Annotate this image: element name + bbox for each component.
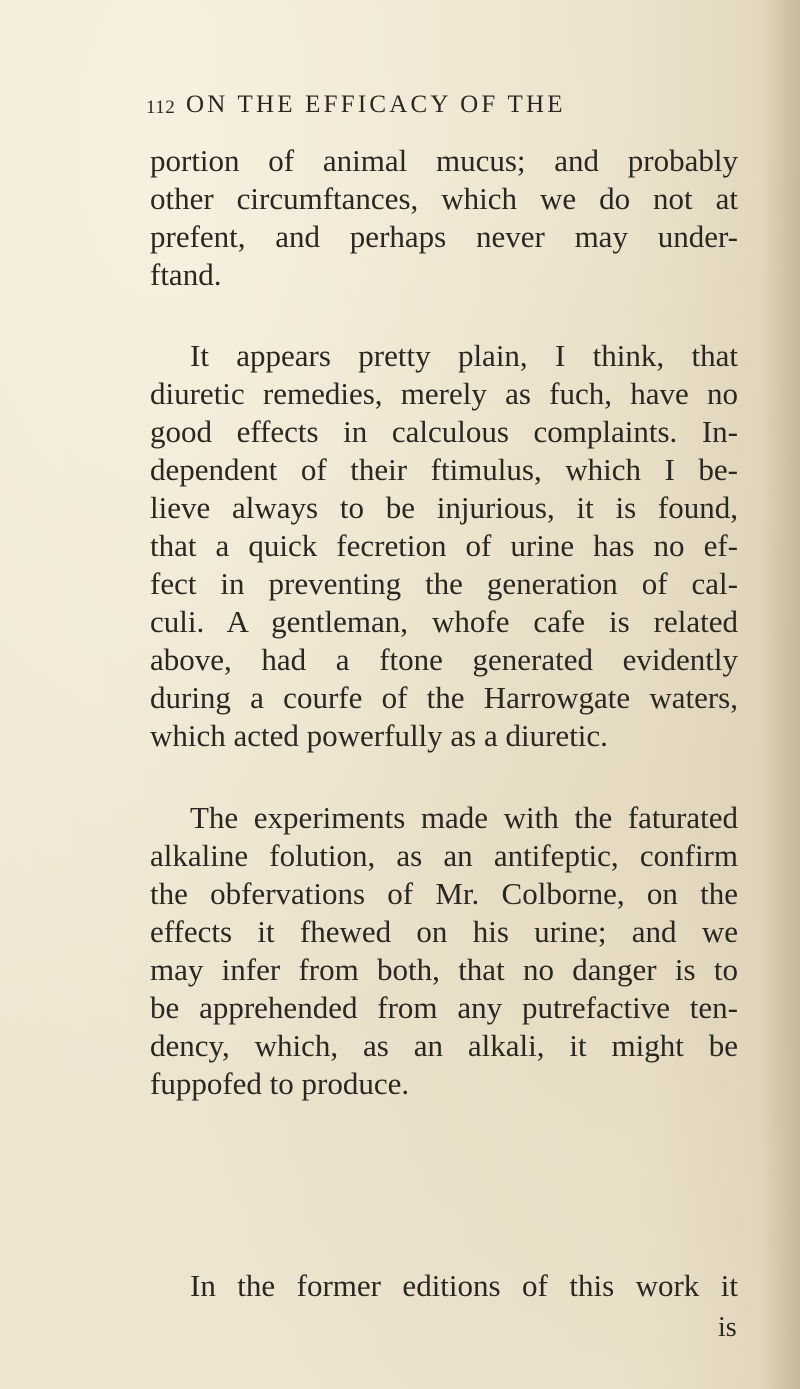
text-line: fect in preventing the generation of cal- bbox=[150, 566, 738, 601]
text-line: alkaline folution, as an antifeptic, confirm bbox=[150, 838, 738, 873]
page-number: 112 bbox=[146, 97, 176, 118]
text-line: effects it fhewed on his urine; and we bbox=[150, 914, 738, 949]
text-line: prefent, and perhaps never may under- bbox=[150, 219, 738, 254]
text-line: ftand. bbox=[150, 257, 222, 292]
text-line: dependent of their ftimulus, which I be- bbox=[150, 452, 738, 487]
text-line: may infer from both, that no danger is to bbox=[150, 952, 738, 987]
text-line: It appears pretty plain, I think, that bbox=[190, 338, 738, 373]
text-line: good effects in calculous complaints. In- bbox=[150, 414, 738, 449]
text-line: dency, which, as an alkali, it might be bbox=[150, 1028, 738, 1063]
text-line: diuretic remedies, merely as fuch, have no bbox=[150, 376, 738, 411]
text-line: which acted powerfully as a diuretic. bbox=[150, 718, 608, 753]
text-line: the obfervations of Mr. Colborne, on the bbox=[150, 876, 738, 911]
text-line: other circumftances, which we do not at bbox=[150, 181, 738, 216]
text-line: The experiments made with the faturated bbox=[190, 800, 738, 835]
running-title: ON THE EFFICACY OF THE bbox=[186, 91, 566, 118]
text-line: be apprehended from any putrefactive ten- bbox=[150, 990, 738, 1025]
text-line: above, had a ftone generated evidently bbox=[150, 642, 738, 677]
catchword: is bbox=[718, 1312, 737, 1343]
text-line: during a courfe of the Harrowgate waters, bbox=[150, 680, 738, 715]
text-line: fuppofed to produce. bbox=[150, 1066, 410, 1101]
text-line: culi. A gentleman, whofe cafe is related bbox=[150, 604, 738, 639]
text-line: lieve always to be injurious, it is found, bbox=[150, 490, 738, 525]
text-line: that a quick fecretion of urine has no ef- bbox=[150, 528, 738, 563]
text-line: portion of animal mucus; and probably bbox=[150, 143, 738, 178]
text-line: In the former editions of this work it bbox=[190, 1268, 738, 1303]
